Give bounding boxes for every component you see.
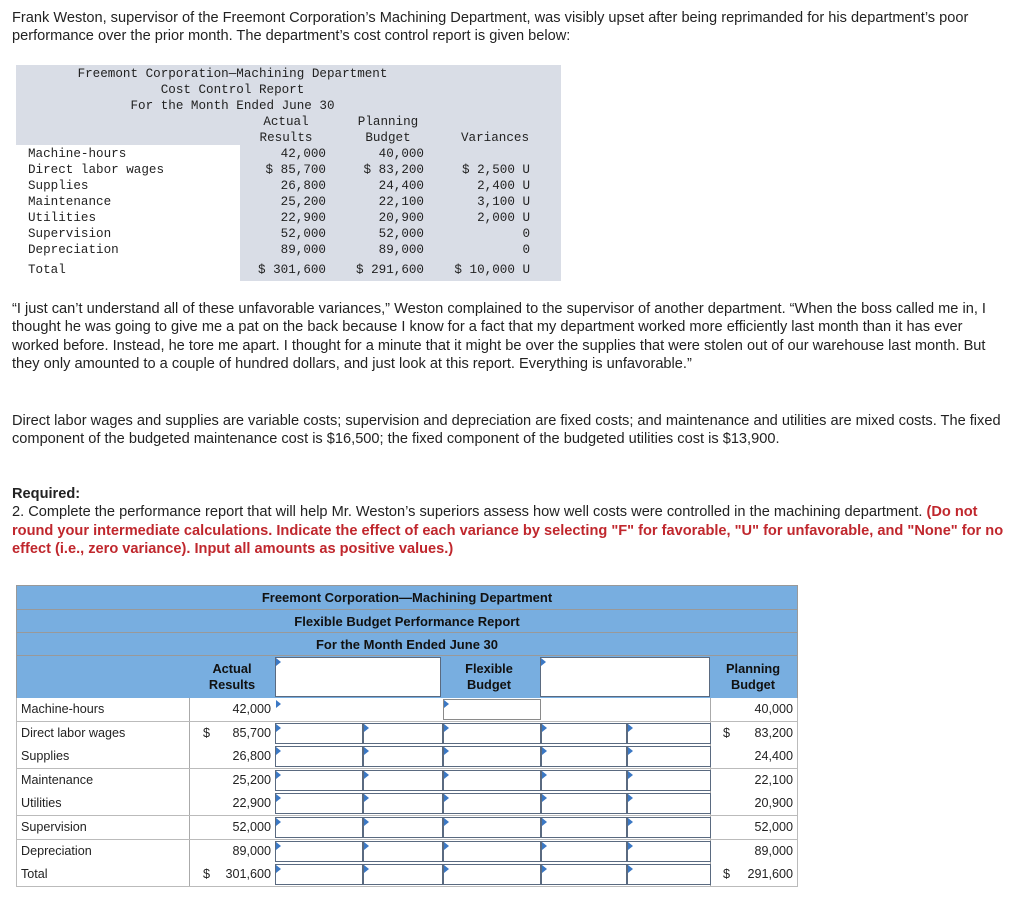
column-divider (710, 698, 711, 721)
perf-row-actual: 52,000 (232, 820, 271, 834)
perf-input-cell[interactable] (363, 864, 443, 885)
perf-input-cell[interactable] (541, 746, 627, 767)
perf-title-period: For the Month Ended June 30 (16, 632, 798, 656)
perf-input-cell[interactable] (275, 746, 363, 767)
column-divider (189, 840, 190, 863)
report-row-label: Direct labor wages (28, 163, 165, 177)
dropdown-marker-icon (444, 865, 449, 873)
dropdown-marker-icon (542, 771, 547, 779)
report-row-plan: 22,100 (378, 195, 424, 209)
perf-input-cell[interactable] (627, 723, 711, 744)
report-row-label: Depreciation (28, 243, 119, 257)
perf-input-cell[interactable] (443, 841, 541, 862)
perf-col-flex-2: Budget (466, 677, 512, 692)
column-divider (189, 863, 190, 886)
perf-input-cell[interactable] (275, 841, 363, 862)
report-row-plan: 24,400 (378, 179, 424, 193)
dropdown-marker-icon (364, 771, 369, 779)
column-divider (189, 722, 190, 745)
dropdown-marker-icon (542, 747, 547, 755)
dropdown-marker-icon (364, 747, 369, 755)
perf-input-cell[interactable] (541, 793, 627, 814)
perf-row-actual: 25,200 (232, 772, 271, 787)
dropdown-marker-icon (364, 794, 369, 802)
perf-table-row (16, 792, 798, 816)
report-row-plan: 52,000 (378, 227, 424, 241)
perf-input-cell[interactable] (363, 746, 443, 767)
perf-col-plan-1: Planning (725, 661, 781, 676)
perf-input-cell[interactable] (541, 817, 627, 838)
perf-col-actual-1: Actual (212, 661, 252, 676)
perf-col-flexible (445, 661, 533, 693)
report-row-variance: $ 2,500 U (461, 163, 530, 177)
perf-table-row (16, 722, 798, 746)
report-total-variance: $ 10,000 U (454, 263, 530, 277)
dropdown-marker-icon (444, 747, 449, 755)
report-col-actual-1: Actual (263, 115, 309, 129)
perf-row-actual: 85,700 (232, 725, 271, 740)
report-row-actual: 42,000 (280, 147, 326, 161)
perf-input-cell[interactable] (443, 699, 541, 720)
perf-table-row (16, 840, 798, 864)
report-row-plan: $ 83,200 (363, 163, 424, 177)
dropdown-marker-icon (542, 724, 547, 732)
dropdown-marker-icon (276, 700, 281, 708)
dropdown-marker-icon (364, 724, 369, 732)
report-total-label: Total (28, 263, 66, 277)
perf-input-cell[interactable] (275, 817, 363, 838)
report-col-plan-2: Budget (365, 131, 411, 145)
dropdown-marker-icon (444, 818, 449, 826)
perf-input-cell[interactable] (363, 770, 443, 791)
report-row-variance: 0 (522, 227, 530, 241)
required-text: 2. Complete the performance report that will help Mr. Weston’s superiors assess how well costs were controlled in the machining department. (12, 504, 923, 521)
quote-paragraph: “I just can’t understand all of these unfavorable variances,” Weston complained to the supervisor of another department. “When the boss called me in, I thought he was going to give me a pat on the back because I know for a fact that my department worked more efficiently last month than it has ever worked before. Instead, he tore me apart. I thought for a minute that it might be over the supplies that were stolen out of our warehouse last month. But they only amounted to a couple of hundred dollars, and just look at this report. Everything is unfavorable.” (12, 301, 986, 373)
report-row-label: Supplies (28, 179, 89, 193)
perf-row-actual: 26,800 (232, 749, 271, 764)
report-total-actual: $ 301,600 (257, 263, 326, 277)
perf-input-cell[interactable] (541, 723, 627, 744)
perf-header-input-2[interactable] (540, 657, 710, 697)
column-divider (189, 698, 190, 721)
perf-input-cell[interactable] (443, 746, 541, 767)
perf-row-label: Machine-hours (21, 702, 105, 716)
report-row-label: Utilities (28, 211, 97, 225)
perf-table-row (16, 769, 798, 793)
perf-input-cell[interactable] (541, 770, 627, 791)
perf-input-cell[interactable] (363, 793, 443, 814)
dropdown-marker-icon (276, 724, 281, 732)
dropdown-marker-icon (276, 658, 281, 666)
perf-input-cell[interactable] (363, 723, 443, 744)
perf-col-plan-2: Budget (730, 677, 776, 692)
perf-row-label: Direct labor wages (21, 725, 126, 740)
dropdown-marker-icon (276, 842, 281, 850)
perf-row-plan: 83,200 (754, 725, 793, 740)
perf-row-plan: 89,000 (754, 843, 793, 858)
perf-table-row (16, 698, 798, 722)
perf-input-cell[interactable] (541, 841, 627, 862)
report-title-period: For the Month Ended June 30 (130, 99, 335, 113)
report-row-actual: 89,000 (280, 243, 326, 257)
required-heading: Required: (12, 486, 81, 502)
perf-table-row (16, 863, 798, 887)
dropdown-marker-icon (542, 794, 547, 802)
report-row-label: Maintenance (28, 195, 112, 209)
perf-row-actual-dollar: $ (203, 867, 211, 882)
perf-input-cell[interactable] (627, 770, 711, 791)
column-divider (189, 745, 190, 768)
perf-input-cell[interactable] (275, 864, 363, 885)
report-row-actual: $ 85,700 (265, 163, 326, 177)
dropdown-marker-icon (444, 771, 449, 779)
perf-input-cell[interactable] (363, 817, 443, 838)
report-row-label: Supervision (28, 227, 112, 241)
perf-row-actual: 22,900 (232, 796, 271, 811)
perf-row-plan: 40,000 (754, 702, 793, 716)
perf-input-cell[interactable] (443, 817, 541, 838)
perf-row-actual-dollar: $ (203, 725, 211, 740)
cost-behavior-paragraph: Direct labor wages and supplies are variable costs; supervision and depreciation are fixed costs; and maintenance and utilities are mixed costs. The fixed component of the budgeted maintenance cost is $16,500; the fixed component of the budgeted utilities cost is $13,900. (12, 413, 1001, 448)
perf-col-actual-2: Results (208, 677, 256, 692)
dropdown-marker-icon (444, 842, 449, 850)
report-total-plan: $ 291,600 (355, 263, 424, 277)
column-divider (189, 792, 190, 815)
report-row-plan: 40,000 (378, 147, 424, 161)
dropdown-marker-icon (628, 794, 633, 802)
report-row-variance: 2,400 U (477, 179, 530, 193)
dropdown-marker-icon (628, 842, 633, 850)
intro-paragraph: Frank Weston, supervisor of the Freemont Corporation’s Machining Department, was visibly upset after being reprimanded for his department’s poor performance over the prior month. The department’s cost control report is given below: (12, 10, 969, 45)
report-col-actual-2: Results (259, 131, 313, 145)
report-row-actual: 25,200 (280, 195, 326, 209)
perf-input-cell[interactable] (627, 864, 711, 885)
perf-row-plan-dollar: $ (723, 725, 731, 740)
perf-input-cell[interactable] (443, 793, 541, 814)
dropdown-marker-icon (364, 842, 369, 850)
perf-input-cell[interactable] (443, 864, 541, 885)
dropdown-marker-icon (628, 818, 633, 826)
perf-row-plan: 52,000 (754, 820, 793, 834)
perf-input-cell[interactable] (627, 841, 711, 862)
report-title-name: Cost Control Report (160, 83, 305, 97)
perf-input-cell[interactable] (627, 817, 711, 838)
perf-input-cell[interactable] (363, 841, 443, 862)
perf-row-plan: 22,100 (754, 772, 793, 787)
dropdown-marker-icon (276, 747, 281, 755)
perf-row-plan: 24,400 (754, 749, 793, 764)
perf-column-header-row (16, 655, 798, 700)
dropdown-marker-icon (628, 771, 633, 779)
report-row-variance: 3,100 U (477, 195, 530, 209)
dropdown-marker-icon (276, 865, 281, 873)
perf-row-actual: 89,000 (232, 843, 271, 858)
perf-header-input-1[interactable] (275, 657, 441, 697)
report-title-company: Freemont Corporation—Machining Department (77, 67, 388, 81)
dropdown-marker-icon (276, 771, 281, 779)
perf-row-actual: 42,000 (232, 702, 271, 716)
cost-control-report (16, 65, 561, 281)
report-row-plan: 89,000 (378, 243, 424, 257)
perf-row-label: Maintenance (21, 772, 94, 787)
dropdown-marker-icon (276, 818, 281, 826)
perf-input-cell[interactable] (275, 770, 363, 791)
perf-col-actual (191, 661, 273, 693)
perf-row-label: Supplies (21, 749, 70, 764)
perf-row-label: Depreciation (21, 843, 92, 858)
performance-report-table (16, 585, 798, 882)
perf-row-plan: 20,900 (754, 796, 793, 811)
dropdown-marker-icon (542, 842, 547, 850)
report-row-actual: 26,800 (280, 179, 326, 193)
perf-input-cell[interactable] (541, 864, 627, 885)
report-row-actual: 22,900 (280, 211, 326, 225)
dropdown-marker-icon (541, 658, 546, 666)
perf-input-cell[interactable] (627, 746, 711, 767)
perf-input-cell[interactable] (275, 723, 363, 744)
report-row-variance: 2,000 U (477, 211, 530, 225)
perf-row-label: Utilities (21, 796, 62, 811)
dropdown-marker-icon (628, 865, 633, 873)
perf-input-cell[interactable] (443, 770, 541, 791)
report-row-actual: 52,000 (280, 227, 326, 241)
report-col-plan-1: Planning (357, 115, 419, 129)
perf-col-flex-1: Flexible (465, 661, 513, 676)
perf-input-cell[interactable] (627, 793, 711, 814)
perf-row-plan: 291,600 (747, 867, 793, 882)
perf-title-company: Freemont Corporation—Machining Department (16, 585, 798, 609)
perf-col-planning (713, 661, 793, 693)
dropdown-marker-icon (542, 865, 547, 873)
perf-row-actual: 301,600 (225, 867, 271, 882)
column-divider (189, 769, 190, 792)
required-section (12, 485, 1012, 559)
dropdown-marker-icon (444, 724, 449, 732)
perf-table-row (16, 745, 798, 769)
dropdown-marker-icon (542, 818, 547, 826)
dropdown-marker-icon (444, 794, 449, 802)
perf-input-cell[interactable] (275, 793, 363, 814)
perf-row-plan-dollar: $ (723, 867, 731, 882)
report-col-variances: Variances (461, 131, 530, 145)
dropdown-marker-icon (276, 794, 281, 802)
dropdown-marker-icon (364, 865, 369, 873)
required-instructions: (Do not round your intermediate calculations. Indicate the effect of each variance by selecting "F" for favorable, "U" for unfavorable, and "None" for no effect (i.e., zero variance). Input all amounts as positive values.) (12, 504, 1004, 558)
dropdown-marker-icon (444, 700, 449, 708)
perf-title-name: Flexible Budget Performance Report (16, 609, 798, 633)
dropdown-marker-icon (628, 747, 633, 755)
dropdown-marker-icon (628, 724, 633, 732)
perf-row-label: Total (21, 867, 48, 882)
perf-table-row (16, 816, 798, 840)
report-row-plan: 20,900 (378, 211, 424, 225)
report-row-label: Machine-hours (28, 147, 127, 161)
perf-input-cell[interactable] (443, 723, 541, 744)
dropdown-marker-icon (364, 818, 369, 826)
perf-row-label: Supervision (21, 820, 87, 834)
report-row-variance: 0 (522, 243, 530, 257)
column-divider (189, 816, 190, 839)
